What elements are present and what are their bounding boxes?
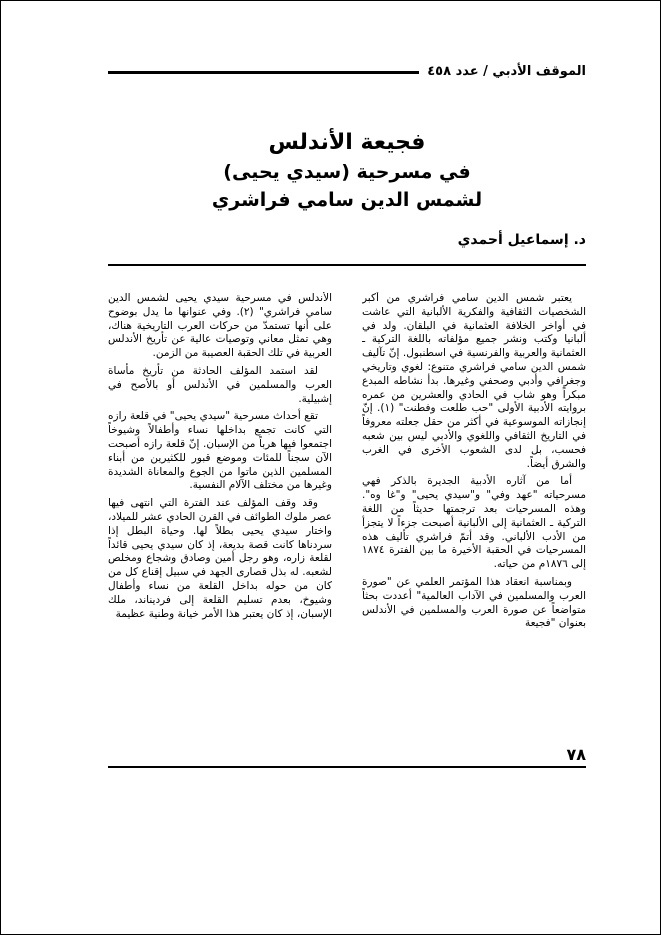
article-title: فجيعة الأندلس: [268, 130, 426, 155]
paragraph: أما من آثاره الأدبية الجديرة بالذكر فهي مسرحياته "عهد وفي" و"سيدي يحيى" و"غا وه". وهذه المسرحيات بعد ترجمتها حديثاً من اللغة التركية ـ العثمانية إلى الألبانية أصبحت جزءاً لا يتجزأ من الأدب الألباني. وقد أتمّ فراشري تأليف هذه المسرحيات في الحقبة الأخيرة ما بين الفترة ١٨٧٤ إلى ١٨٧٦م من حياته.: [362, 475, 586, 571]
footer-rule: [108, 766, 586, 768]
body-column-right: [362, 292, 586, 744]
page-number: ٧٨: [566, 745, 586, 764]
page-edge-top: [0, 0, 661, 1]
author-rule: [108, 264, 586, 266]
running-header-title: الموقف الأدبي / عدد ٤٥٨: [427, 63, 586, 79]
paragraph: لقد استمد المؤلف الحادثة من تأريخ مأساة العرب والمسلمين في الأندلس أو بالأصح في إشبيلية.: [108, 364, 332, 405]
running-header: [108, 60, 586, 82]
paragraph: تقع أحداث مسرحية "سيدي يحيى" في قلعة رازه التي كانت تجمع بداخلها نساء وأطفالاً وشيوخاً اجتمعوا فيها هرباً من الإسبان. إنّ قلعة رازه أصبحت الآن سجناً للمئات وموضع قبور للكثيرين من أبناء المسلمين الذين ماتوا من الجوع والمعاناة الشديدة وغيرها من مختلف الآلام النفسية.: [108, 410, 332, 492]
article-subtitle-line-1: في مسرحية (سيدي يحيى): [223, 161, 471, 183]
paragraph: وبمناسبة انعقاد هذا المؤتمر العلمي عن "صورة العرب والمسلمين في الآداب العالمية" أعددت بحثاً متواضعاً عن صورة العرب والمسلمين في الأندلس بعنوان "فجيعة: [362, 575, 586, 630]
running-header-rule: [108, 71, 419, 74]
paragraph: وقد وقف المؤلف عند الفترة التي انتهى فيها عصر ملوك الطوائف في القرن الحادي عشر للميلاد، واختار سيدي يحيى بطلاً لها. وحياة البطل إذا سردناها كانت قصة بديعة، إذ كان سيدي يحيى قائداً لقلعة زاره، وهو رجل أمين وصادق وشجاع ومخلص لشعبه. له بذل قصارى الجهد في سبيل إقناع كل من كان من حوله بداخل القلعة من نساء وأطفال وشيوخ، بعدم تسليم القلعة إلى فرديناند، ملك الإسبان، إذ كان يعتبر هذا الأمر خيانة وطنية عظيمة: [108, 497, 332, 620]
body-column-left: [108, 292, 332, 744]
article-title-block: [108, 128, 586, 214]
paragraph: يعتبر شمس الدين سامي فراشري من أكبر الشخصيات الثقافية والفكرية الألبانية التي عاشت في أواخر الخلافة العثمانية في البلقان. ولد في ألبانيا وكتب ونشر جميع مؤلفاته باللغة التركية ـ العثمانية والعربية والفرنسية في اسطنبول. إنّ تآليف شمس الدين سامي فراشري متنوع: لغوي وتاريخي وجغرافي وأدبي وصحفي وغيرها. بدأ نشاطه المبدع مبكراً وهو شاب في الحادي والعشرين من عمره بروايته الأدبية الأولى "حب طلعت وفطنت" (١). إنّ إنجازاته الموسوعية في أكثر من حقل جعلته معروفاً في التاريخ الثقافي واللغوي والأدبي ليس بين شعبه فحسب، بل لدى الشعوب الأخرى في الغرب والشرق أيضاً.: [362, 292, 586, 470]
paragraph: الأندلس في مسرحية سيدي يحيى لشمس الدين سامي فراشري" (٢). وفي عنوانها ما يدل بوضوح على أنها تستمدّ من حركات العرب التاريخية هناك، وهي تمثل معاني وتوصيات عالية عن تأريخ الأندلس العربية في تلك الحقبة العصيبة من الزمن.: [108, 292, 332, 360]
article-author: د. إسماعيل أحمدي: [457, 232, 586, 248]
page-edge-left: [0, 0, 1, 935]
article-subtitle-line-2: لشمس الدين سامي فراشري: [211, 189, 483, 211]
